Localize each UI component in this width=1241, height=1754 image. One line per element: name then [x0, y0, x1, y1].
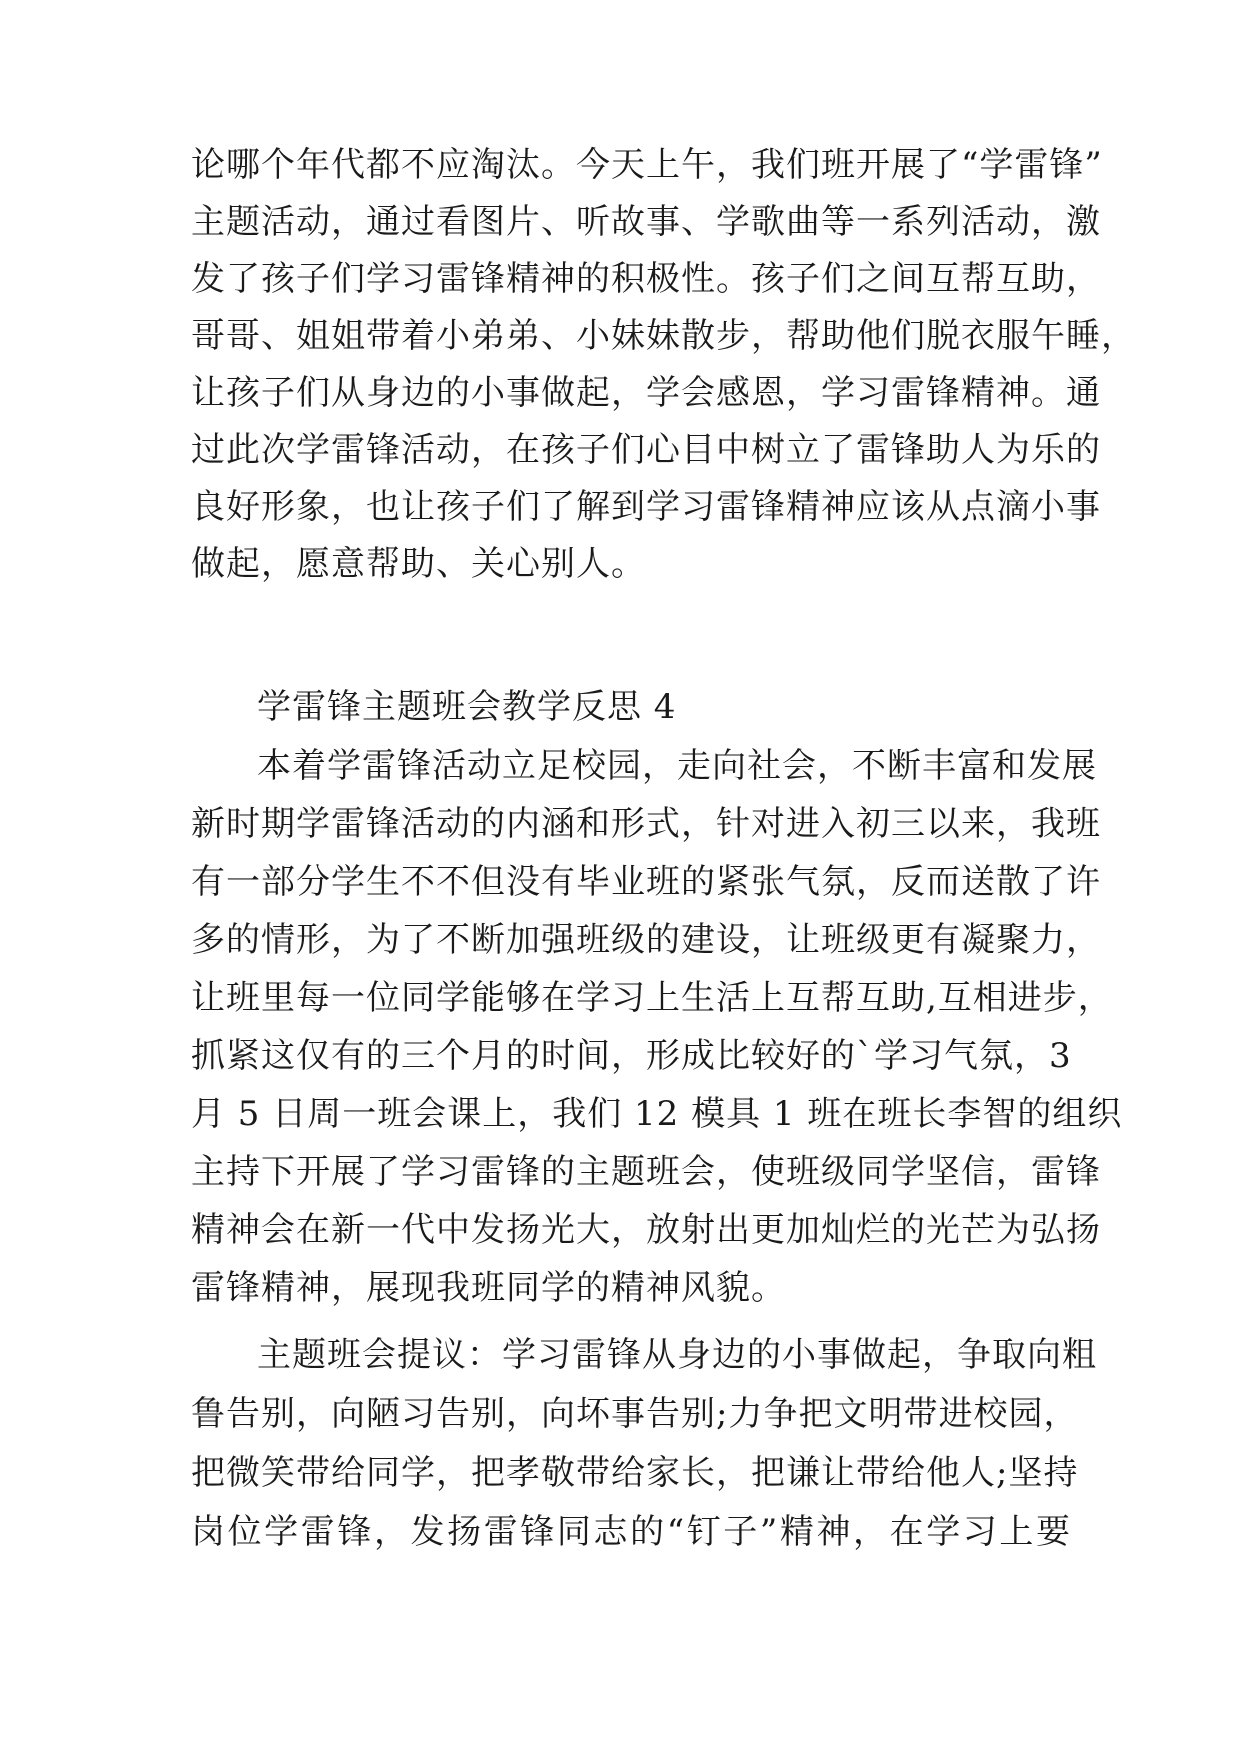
- paragraph-2-line-1: 本着学雷锋活动立足校园，走向社会，不断丰富和发展: [257, 746, 1097, 786]
- paragraph-2-line-4: 多的情形，为了不断加强班级的建设，让班级更有凝聚力，: [191, 920, 1101, 960]
- paragraph-2-line-9: 精神会在新一代中发扬光大，放射出更加灿烂的光芒为弘扬: [191, 1210, 1101, 1250]
- paragraph-3-line-1: 主题班会提议：学习雷锋从身边的小事做起，争取向粗: [257, 1335, 1097, 1375]
- paragraph-1-line-6: 过此次学雷锋活动，在孩子们心目中树立了雷锋助人为乐的: [191, 430, 1101, 470]
- paragraph-1-line-8: 做起，愿意帮助、关心别人。: [191, 544, 646, 584]
- paragraph-1-line-3: 发了孩子们学习雷锋精神的积极性。孩子们之间互帮互助，: [191, 259, 1101, 299]
- paragraph-3-line-2: 鲁告别，向陋习告别，向坏事告别;力争把文明带进校园，: [191, 1394, 1079, 1434]
- paragraph-2-line-5: 让班里每一位同学能够在学习上生活上互帮互助,互相进步，: [191, 978, 1113, 1018]
- paragraph-3-line-4: 岗位学雷锋，发扬雷锋同志的“钉子”精神，在学习上要: [191, 1512, 1071, 1552]
- paragraph-3-line-3: 把微笑带给同学，把孝敬带给家长，把谦让带给他人;坚持: [191, 1453, 1079, 1493]
- paragraph-2-line-8: 主持下开展了学习雷锋的主题班会，使班级同学坚信，雷锋: [191, 1152, 1101, 1192]
- paragraph-1-line-4: 哥哥、姐姐带着小弟弟、小妹妹散步，帮助他们脱衣服午睡，: [191, 316, 1136, 356]
- paragraph-2-line-6: 抓紧这仅有的三个月的时间，形成比较好的`学习气氛，3: [191, 1036, 1072, 1076]
- paragraph-1-line-7: 良好形象，也让孩子们了解到学习雷锋精神应该从点滴小事: [191, 487, 1101, 527]
- paragraph-2-line-3: 有一部分学生不不但没有毕业班的紧张气氛，反而送散了许: [191, 862, 1101, 902]
- paragraph-1-line-2: 主题活动，通过看图片、听故事、学歌曲等一系列活动，激: [191, 202, 1101, 242]
- paragraph-2-line-10: 雷锋精神，展现我班同学的精神风貌。: [191, 1268, 786, 1308]
- paragraph-1-line-1: 论哪个年代都不应淘汰。今天上午，我们班开展了“学雷锋”: [191, 145, 1103, 185]
- paragraph-2-line-7: 月 5 日周一班会课上，我们 12 模具 1 班在班长李智的组织: [191, 1094, 1123, 1134]
- section-heading: 学雷锋主题班会教学反思 4: [257, 687, 677, 727]
- paragraph-2-line-2: 新时期学雷锋活动的内涵和形式，针对进入初三以来，我班: [191, 804, 1101, 844]
- paragraph-1-line-5: 让孩子们从身边的小事做起，学会感恩，学习雷锋精神。通: [191, 373, 1101, 413]
